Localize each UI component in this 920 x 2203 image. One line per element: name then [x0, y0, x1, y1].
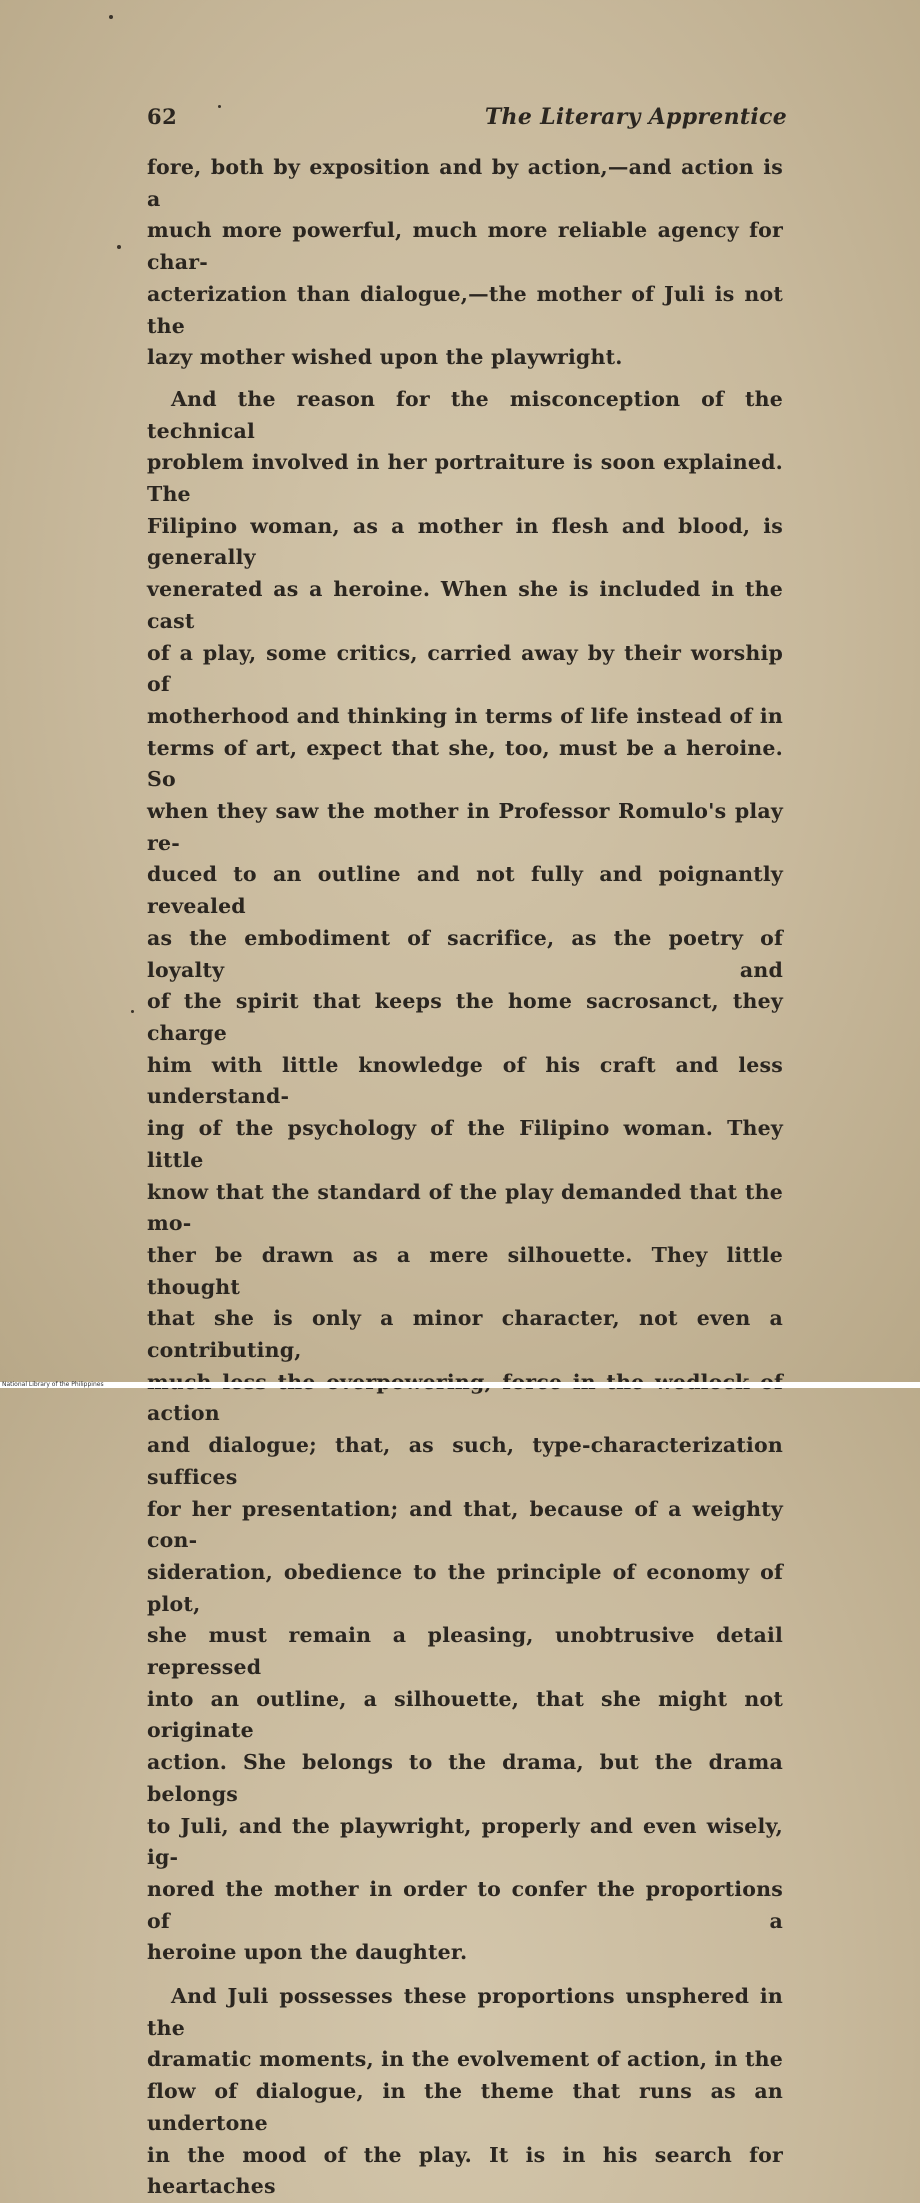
page-speck [117, 245, 121, 249]
text-line: duced to an outline and not fully and poignantly revealed [147, 862, 783, 919]
running-header [147, 104, 787, 136]
text-line: And Juli possesses these proportions unsphered in the [147, 1984, 783, 2040]
text-line: for her presentation; and that, because of a weighty con- [147, 1496, 783, 1553]
text-line: action [147, 1401, 220, 1426]
page-speck [131, 1010, 134, 1013]
text-line: flow of dialogue, in the theme that runs as an undertone [147, 2079, 783, 2135]
footer-credit: National Library of the Philippines [0, 1382, 920, 1388]
text-line: in the mood of the play. It is in his search for heartaches [147, 2142, 783, 2199]
text-line: ing of the psychology of the Filipino woman. They little [147, 1116, 783, 1172]
body-text [147, 152, 783, 2203]
text-line: of the spirit that keeps the home sacrosanct, they charge [147, 989, 783, 1045]
text-line: to Juli, and the playwright, properly and even wisely, ig- [147, 1813, 783, 1870]
page-number: 62 [147, 104, 178, 129]
text-line: And the reason for the misconception of the technical [147, 386, 783, 443]
text-line: nored the mother in order to confer the proportions of a [147, 1876, 783, 1933]
text-line: sideration, obedience to the principle of economy of plot, [147, 1559, 783, 1616]
text-line: and dialogue; that, as such, type-characterization suffices [147, 1433, 783, 1489]
text-line: acterization than dialogue,—the mother of Juli is not the [147, 281, 783, 338]
text-line: into an outline, a silhouette, that she might not originate [147, 1686, 783, 1743]
text-line: that she is only a minor character, not even a contributing, [147, 1306, 783, 1363]
text-line: as the embodiment of sacrifice, as the poetry of loyalty and [147, 925, 783, 982]
text-line: motherhood and thinking in terms of life instead of in [147, 703, 783, 728]
page-speck [109, 15, 113, 19]
text-line: lazy mother wished upon the playwright. [147, 345, 623, 370]
text-line: terms of art, expect that she, too, must be a heroine. So [147, 735, 783, 792]
paragraph-2 [147, 384, 783, 1969]
text-line: problem involved in her portraiture is soon explained. The [147, 450, 783, 507]
text-line: know that the standard of the play demanded that the mo- [147, 1179, 783, 1236]
text-line: when they saw the mother in Professor Romulo's play re- [147, 799, 783, 855]
text-line: action. She belongs to the drama, but the drama belongs [147, 1750, 783, 1806]
text-line: heroine upon the daughter. [147, 1940, 468, 1965]
running-title: The Literary Apprentice [484, 104, 787, 130]
text-line: Filipino woman, as a mother in flesh and blood, is generally [147, 513, 783, 570]
text-line: ther be drawn as a mere silhouette. They little thought [147, 1242, 783, 1299]
text-line: dramatic moments, in the evolvement of action, in the [147, 2047, 783, 2072]
paragraph-1 [147, 152, 783, 374]
paragraph-3 [147, 1981, 783, 2203]
text-line: of a play, some critics, carried away by their worship of [147, 640, 783, 697]
text-line: much more powerful, much more reliable agency for char- [147, 218, 783, 275]
text-line: him with little knowledge of his craft and less understand- [147, 1052, 783, 1109]
text-line: fore, both by exposition and by action,—and action is a [147, 155, 783, 211]
text-line: she must remain a pleasing, unobtrusive detail repressed [147, 1623, 783, 1680]
text-line: venerated as a heroine. When she is included in the cast [147, 577, 783, 633]
